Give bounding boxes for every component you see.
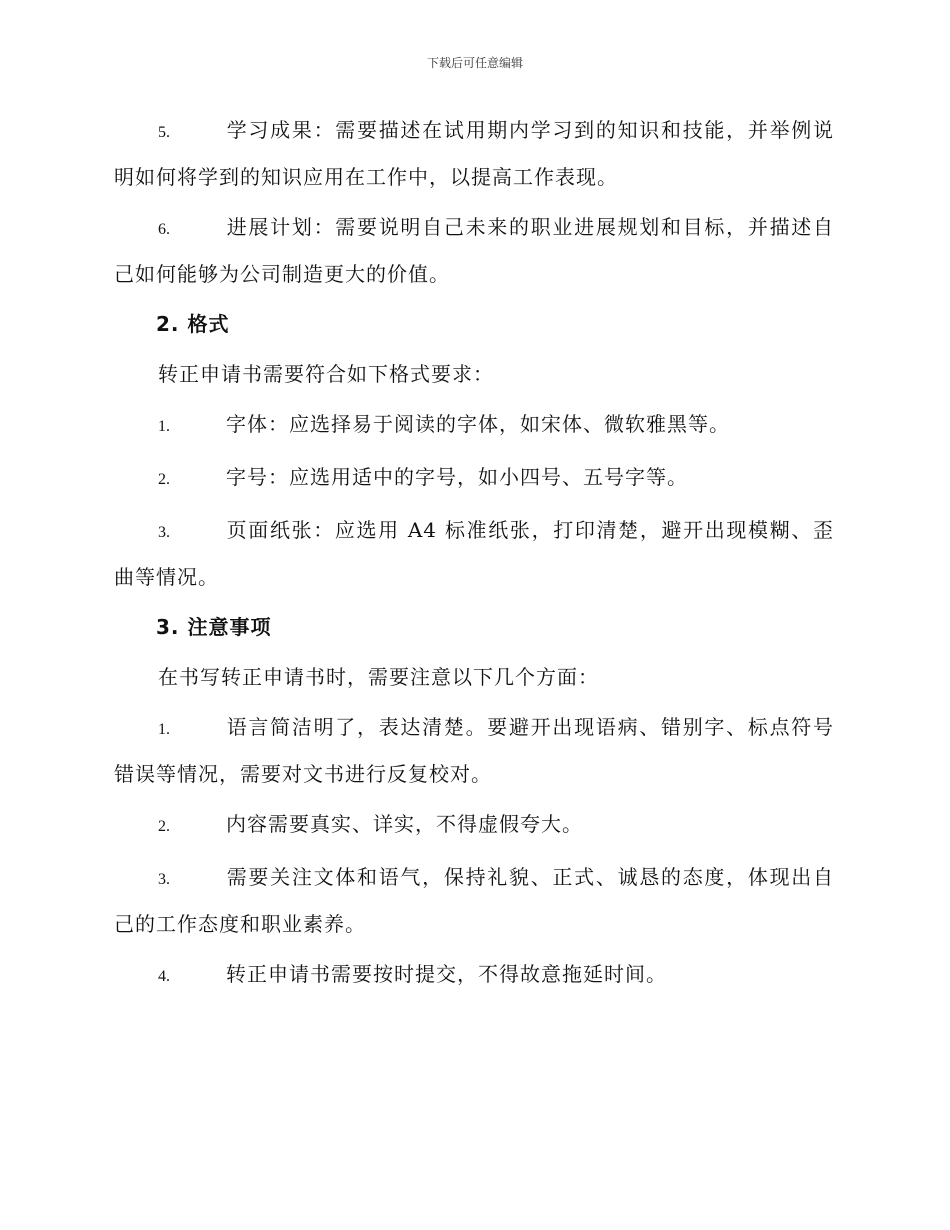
list-number: 2. [158, 818, 170, 835]
section-intro-format: 转正申请书需要符合如下格式要求： [158, 362, 494, 386]
list-number: 2. [158, 471, 170, 488]
section-intro-notes: 在书写转正申请书时，需要注意以下几个方面： [158, 665, 599, 689]
list-number: 6. [158, 221, 170, 238]
list-item [114, 205, 834, 296]
list-item [114, 108, 834, 199]
list-item [114, 802, 834, 849]
list-number: 4. [158, 968, 170, 985]
list-number: 5. [158, 124, 170, 141]
list-item [114, 508, 834, 599]
list-text: 内容需要真实、详实，不得虚假夸大。 [226, 812, 583, 836]
page-header: 下载后可任意编辑 [426, 56, 523, 70]
section-heading-format: 2. 格式 [156, 312, 230, 336]
list-number: 1. [158, 418, 170, 435]
list-item [114, 455, 834, 502]
list-item [114, 855, 834, 946]
list-item [114, 705, 834, 796]
section-heading-notes: 3. 注意事项 [156, 615, 272, 639]
list-text: 需要关注文体和语气，保持礼貌、正式、诚恳的态度，体现出自己的工作态度和职业素养。 [114, 865, 834, 936]
list-text: 语言简洁明了，表达清楚。要避开出现语病、错别字、标点符号错误等情况，需要对文书进行反复校对。 [114, 715, 834, 786]
document-body [114, 108, 834, 1005]
list-item [114, 402, 834, 449]
list-number: 3. [158, 871, 170, 888]
list-text: 字体：应选择易于阅读的字体，如宋体、微软雅黑等。 [226, 412, 730, 436]
list-text: 转正申请书需要按时提交，不得故意拖延时间。 [226, 962, 667, 986]
list-item [114, 952, 834, 999]
list-number: 3. [158, 524, 170, 541]
list-text: 字号：应选用适中的字号，如小四号、五号字等。 [226, 465, 688, 489]
list-text: 学习成果：需要描述在试用期内学习到的知识和技能，并举例说明如何将学到的知识应用在工作中，以提高工作表现。 [114, 118, 834, 189]
list-text: 页面纸张：应选用 A4 标准纸张，打印清楚，避开出现模糊、歪曲等情况。 [114, 518, 834, 589]
list-number: 1. [158, 721, 170, 738]
list-text: 进展计划：需要说明自己未来的职业进展规划和目标，并描述自己如何能够为公司制造更大的价值。 [114, 215, 834, 286]
